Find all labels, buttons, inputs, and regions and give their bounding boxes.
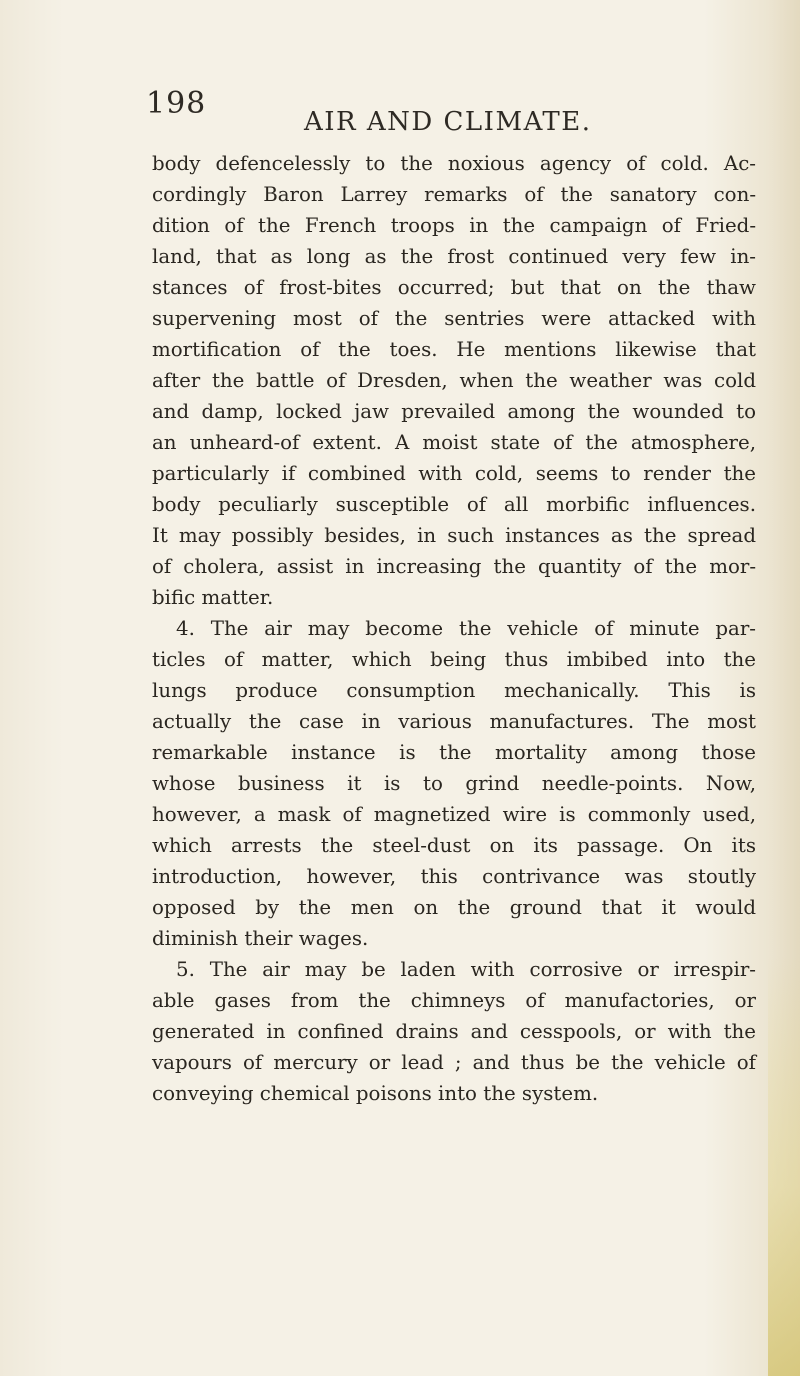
text-line: land, that as long as the frost continued very few in- [152,245,756,268]
text-line: and damp, locked jaw prevailed among the wounded to [152,400,756,423]
body-text [152,148,756,1109]
text-line: body defencelessly to the noxious agency of cold. Ac- [152,152,756,175]
running-title: AIR AND CLIMATE. [304,107,592,137]
text-line: bific matter. [152,586,274,609]
text-line: supervening most of the sentries were attacked with [152,307,756,330]
text-line: cordingly Baron Larrey remarks of the sanatory con- [152,183,756,206]
text-line: It may possibly besides, in such instances as the spread [152,524,756,547]
text-line: generated in confined drains and cesspools, or with the [152,1020,756,1043]
text-line: 4. The air may become the vehicle of minute par- [176,617,756,640]
text-line: however, a mask of magnetized wire is commonly used, [152,803,756,826]
text-line: an unheard-of extent. A moist state of the atmosphere, [152,431,756,454]
text-line: conveying chemical poisons into the system. [152,1082,599,1105]
text-line: whose business it is to grind needle-points. Now, [152,772,756,795]
text-line: of cholera, assist in increasing the quantity of the mor- [152,555,756,578]
text-line: mortification of the toes. He mentions likewise that [152,338,756,361]
text-line: vapours of mercury or lead ; and thus be the vehicle of [152,1051,756,1074]
text-line: 5. The air may be laden with corrosive or irrespir- [176,958,756,981]
text-line: stances of frost-bites occurred; but that on the thaw [152,276,756,299]
text-line: remarkable instance is the mortality among those [152,741,756,764]
text-line: lungs produce consumption mechanically. This is [152,679,756,702]
text-line: dition of the French troops in the campaign of Fried- [152,214,756,237]
text-line: which arrests the steel-dust on its passage. On its [152,834,756,857]
text-line: body peculiarly susceptible of all morbific influences. [152,493,756,516]
text-line: opposed by the men on the ground that it would [152,896,756,919]
text-line: able gases from the chimneys of manufactories, or [152,989,756,1012]
text-line: diminish their wages. [152,927,369,950]
text-line: particularly if combined with cold, seems to render the [152,462,756,485]
text-line: actually the case in various manufactures. The most [152,710,756,733]
page-edge-stain [768,956,800,1376]
text-line: ticles of matter, which being thus imbibed into the [152,648,756,671]
page-number: 198 [146,86,207,121]
text-line: introduction, however, this contrivance was stoutly [152,865,756,888]
text-line: after the battle of Dresden, when the weather was cold [152,369,756,392]
